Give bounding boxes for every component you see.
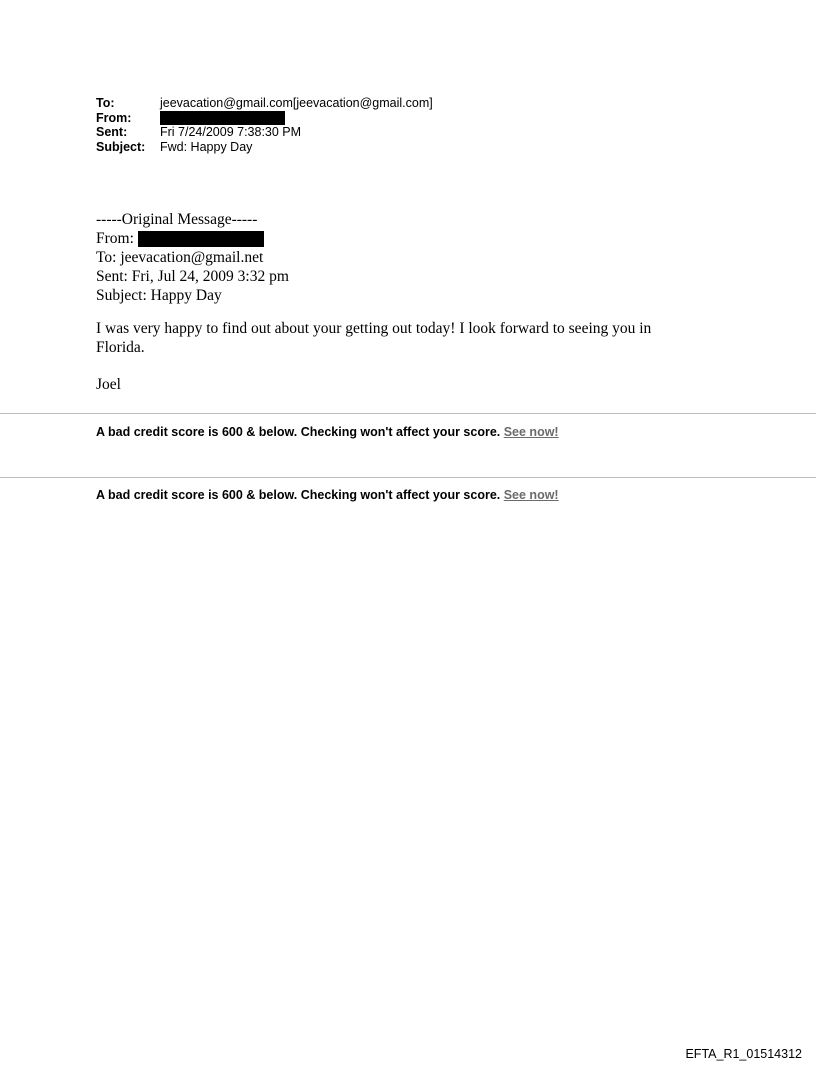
to-value: jeevacation@gmail.com[jeevacation@gmail.com] <box>160 96 433 110</box>
header-subject-row <box>96 140 433 155</box>
original-from-line <box>96 229 716 248</box>
message-body: I was very happy to find out about your getting out today! I look forward to seeing you in Florida. <box>96 320 652 356</box>
divider-1 <box>0 413 816 414</box>
original-from-label: From: <box>96 230 134 247</box>
redacted-original-sender <box>138 231 264 247</box>
original-separator: -----Original Message----- <box>96 211 258 228</box>
ad-text-2: A bad credit score is 600 & below. Checking won't affect your score. <box>96 488 504 502</box>
header-to-row <box>96 96 433 111</box>
original-message <box>96 210 716 394</box>
ad-banner-1 <box>96 425 559 439</box>
email-header <box>96 96 433 154</box>
divider-2 <box>0 477 816 478</box>
original-subject-line: Subject: Happy Day <box>96 287 222 304</box>
subject-label: Subject: <box>96 139 146 154</box>
subject-value: Fwd: Happy Day <box>160 139 253 154</box>
header-sent-row <box>96 125 433 140</box>
sent-label: Sent: <box>96 125 128 139</box>
to-label: To: <box>96 96 115 110</box>
original-to-line: To: jeevacation@gmail.net <box>96 249 264 266</box>
original-sent-line: Sent: Fri, Jul 24, 2009 3:32 pm <box>96 268 289 285</box>
ad-link-1[interactable]: See now! <box>503 425 559 439</box>
header-from-row <box>96 111 433 126</box>
ad-banner-2 <box>96 488 559 502</box>
document-id: EFTA_R1_01514312 <box>685 1047 802 1061</box>
redacted-sender <box>160 111 285 125</box>
message-signature: Joel <box>96 376 121 393</box>
ad-link-2[interactable]: See now! <box>503 488 559 502</box>
from-label: From: <box>96 110 132 125</box>
ad-text-1: A bad credit score is 600 & below. Checking won't affect your score. <box>96 425 504 439</box>
sent-value: Fri 7/24/2009 7:38:30 PM <box>160 125 302 139</box>
